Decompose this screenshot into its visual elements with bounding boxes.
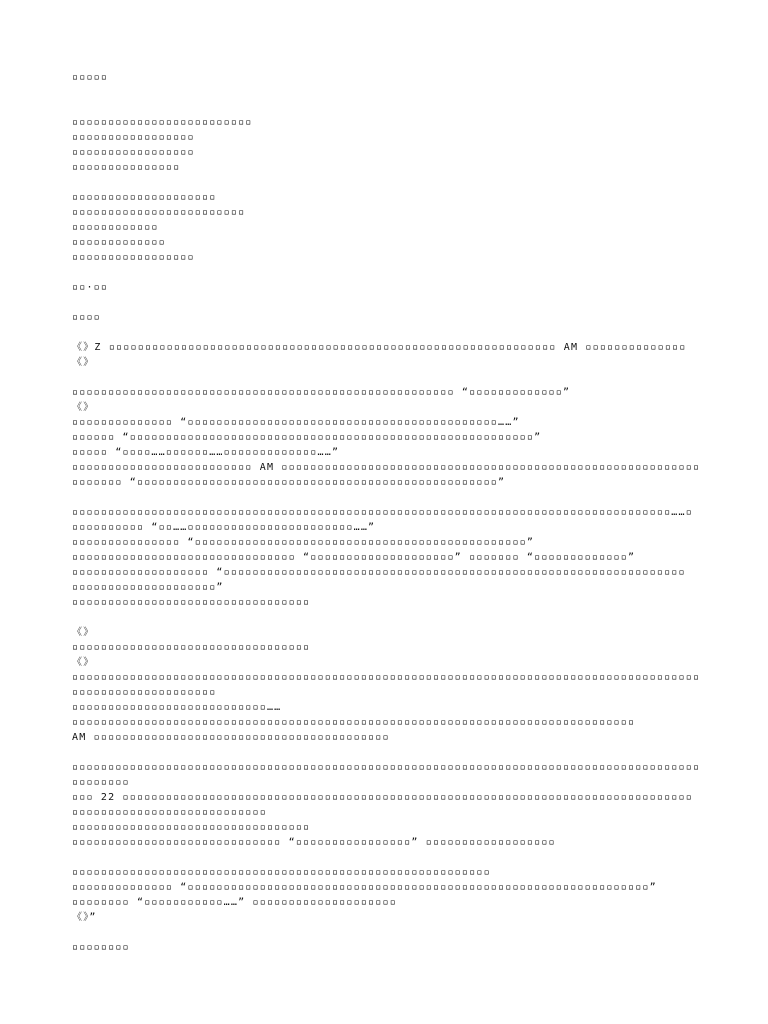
- paragraph-spacer: [72, 610, 708, 625]
- text-line: ▫▫▫▫▫ “▫▫▫▫……▫▫▫▫▫▫……▫▫▫▫▫▫▫▫▫▫▫▫▫……”: [72, 447, 340, 458]
- paragraph-spacer: [72, 490, 708, 505]
- text-line: ▫▫▫▫▫▫▫▫▫▫▫▫▫▫▫▫▫▫▫▫▫▫▫▫▫▫▫▫▫▫▫▫▫: [72, 822, 311, 833]
- text-line: ▫▫▫▫▫: [72, 72, 109, 83]
- text-line: ▫▫▫▫▫▫▫▫▫▫▫▫▫▫▫▫▫▫▫▫▫▫▫▫: [72, 207, 246, 218]
- text-line: ▫▫▫▫▫▫▫▫: [72, 942, 130, 953]
- text-line: ▫▫▫▫▫▫▫▫▫▫▫▫▫▫▫▫▫▫▫▫▫▫▫▫▫: [72, 117, 253, 128]
- text-line: ▫▫▫▫▫▫▫▫▫▫▫▫▫▫▫: [72, 162, 181, 173]
- text-line: ▫▫▫▫▫▫▫▫▫▫▫▫▫▫ “▫▫▫▫▫▫▫▫▫▫▫▫▫▫▫▫▫▫▫▫▫▫▫▫▫▫▫▫▫▫▫▫▫▫▫▫▫▫▫▫▫▫▫▫▫▫▫▫▫▫▫▫▫▫▫▫▫▫▫▫▫▫▫▫”: [72, 882, 657, 893]
- text-line: ▫▫▫▫▫▫▫▫▫▫▫▫▫▫▫▫▫▫▫▫▫▫▫▫▫▫▫▫▫▫▫▫▫▫▫▫▫▫▫▫▫▫▫▫▫▫▫▫▫▫▫▫▫▫▫▫▫▫▫▫▫▫▫▫▫▫▫▫▫▫▫▫▫▫▫▫▫▫▫▫▫▫▫▫▫▫▫: [72, 672, 701, 683]
- text-line: ▫▫▫▫▫▫▫▫▫▫▫▫▫▫▫▫▫▫▫▫▫▫▫▫▫▫▫▫▫▫▫▫▫: [72, 642, 311, 653]
- text-line: 《》Z ▫▫▫▫▫▫▫▫▫▫▫▫▫▫▫▫▫▫▫▫▫▫▫▫▫▫▫▫▫▫▫▫▫▫▫▫▫▫▫▫▫▫▫▫▫▫▫▫▫▫▫▫▫▫▫▫▫▫▫▫▫▫ AM ▫▫▫▫▫▫▫▫▫▫▫▫▫▫: [72, 342, 687, 353]
- document-page: [72, 70, 708, 955]
- text-line: ▫▫▫▫▫▫▫▫▫▫▫▫▫▫▫▫▫▫▫▫”: [72, 582, 224, 593]
- text-line: ▫▫▫▫▫▫▫▫▫▫▫▫▫▫▫▫▫▫▫▫▫▫▫▫▫▫▫: [72, 807, 267, 818]
- text-line: ▫▫▫▫▫▫▫▫▫▫▫▫▫▫▫▫▫▫▫▫▫▫▫▫▫▫▫▫▫▫▫ “▫▫▫▫▫▫▫▫▫▫▫▫▫▫▫▫▫▫▫▫” ▫▫▫▫▫▫▫ “▫▫▫▫▫▫▫▫▫▫▫▫▫”: [72, 552, 636, 563]
- text-line: ▫▫▫▫▫▫▫▫▫▫▫▫▫▫▫▫▫▫▫▫▫▫▫▫▫▫▫▫▫▫▫▫▫▫▫▫▫▫▫▫▫▫▫▫▫▫▫▫▫▫▫▫▫▫▫▫▫▫▫▫▫▫▫▫▫▫▫▫▫▫▫▫▫▫▫▫▫▫▫▫▫▫▫▫▫▫▫: [72, 762, 701, 773]
- paragraph-spacer: [72, 100, 708, 115]
- paragraph-spacer: [72, 325, 708, 340]
- text-line: ▫▫▫ 22 ▫▫▫▫▫▫▫▫▫▫▫▫▫▫▫▫▫▫▫▫▫▫▫▫▫▫▫▫▫▫▫▫▫▫▫▫▫▫▫▫▫▫▫▫▫▫▫▫▫▫▫▫▫▫▫▫▫▫▫▫▫▫▫▫▫▫▫▫▫▫▫▫▫▫▫▫▫▫▫: [72, 792, 693, 803]
- paragraph-spacer: [72, 850, 708, 865]
- text-line: ▫▫▫▫▫▫▫▫▫▫▫▫▫: [72, 237, 166, 248]
- paragraph-spacer: [72, 175, 708, 190]
- paragraph-spacer: [72, 265, 708, 280]
- text-line: ▫▫·▫▫: [72, 282, 109, 293]
- text-line: ▫▫▫▫▫▫▫▫▫▫▫▫▫▫▫▫▫: [72, 132, 195, 143]
- text-line: ▫▫▫▫▫▫▫▫▫▫▫▫▫▫▫▫▫▫▫ “▫▫▫▫▫▫▫▫▫▫▫▫▫▫▫▫▫▫▫▫▫▫▫▫▫▫▫▫▫▫▫▫▫▫▫▫▫▫▫▫▫▫▫▫▫▫▫▫▫▫▫▫▫▫▫▫▫▫▫▫▫▫▫▫: [72, 567, 686, 578]
- text-line: ▫▫▫▫▫▫▫▫: [72, 777, 130, 788]
- text-line: 《》: [72, 402, 95, 413]
- text-line: ▫▫▫▫▫▫▫▫▫▫▫▫▫▫▫▫▫▫▫▫▫▫▫▫▫▫▫▫▫▫▫▫▫: [72, 597, 311, 608]
- text-line: ▫▫▫▫▫▫▫▫▫▫▫▫: [72, 222, 159, 233]
- paragraph-spacer: [72, 295, 708, 310]
- text-line: ▫▫▫▫▫▫▫▫▫▫▫▫▫▫▫ “▫▫▫▫▫▫▫▫▫▫▫▫▫▫▫▫▫▫▫▫▫▫▫▫▫▫▫▫▫▫▫▫▫▫▫▫▫▫▫▫▫▫▫▫▫▫”: [72, 537, 535, 548]
- text-line: ▫▫▫▫▫▫▫▫▫▫▫▫▫▫▫▫▫▫▫▫: [72, 687, 217, 698]
- text-line: ▫▫▫▫▫▫▫▫▫▫▫▫▫▫▫▫▫: [72, 252, 195, 263]
- text-line: ▫▫▫▫▫▫▫▫▫▫▫▫▫▫▫▫▫▫▫▫▫▫▫▫▫▫▫▫▫▫▫▫▫▫▫▫▫▫▫▫▫▫▫▫▫▫▫▫▫▫▫▫▫▫▫▫▫▫: [72, 867, 491, 878]
- text-line: ▫▫▫▫▫▫▫▫▫▫▫▫▫▫ “▫▫▫▫▫▫▫▫▫▫▫▫▫▫▫▫▫▫▫▫▫▫▫▫▫▫▫▫▫▫▫▫▫▫▫▫▫▫▫▫▫▫▫……”: [72, 417, 520, 428]
- text-line: AM ▫▫▫▫▫▫▫▫▫▫▫▫▫▫▫▫▫▫▫▫▫▫▫▫▫▫▫▫▫▫▫▫▫▫▫▫▫▫▫▫▫: [72, 732, 390, 743]
- text-line: ▫▫▫▫▫▫▫▫▫▫▫▫▫▫▫▫▫▫▫▫▫▫▫▫▫▫▫▫▫▫▫▫▫▫▫▫▫▫▫▫▫▫▫▫▫▫▫▫▫▫▫▫▫ “▫▫▫▫▫▫▫▫▫▫▫▫▫”: [72, 387, 571, 398]
- text-line: ▫▫▫▫▫▫▫▫▫▫▫▫▫▫▫▫▫▫▫▫: [72, 192, 217, 203]
- text-line: ▫▫▫▫▫▫▫▫▫▫▫▫▫▫▫▫▫: [72, 147, 195, 158]
- text-line: ▫▫▫▫: [72, 312, 101, 323]
- text-line: ▫▫▫▫▫▫▫▫▫▫▫▫▫▫▫▫▫▫▫▫▫▫▫▫▫▫▫……: [72, 702, 282, 713]
- paragraph-spacer: [72, 925, 708, 940]
- paragraph-spacer: [72, 85, 708, 100]
- text-line: ▫▫▫▫▫▫▫▫▫▫▫▫▫▫▫▫▫▫▫▫▫▫▫▫▫▫▫▫▫ “▫▫▫▫▫▫▫▫▫▫▫▫▫▫▫▫” ▫▫▫▫▫▫▫▫▫▫▫▫▫▫▫▫▫▫: [72, 837, 556, 848]
- text-line: ▫▫▫▫▫▫ “▫▫▫▫▫▫▫▫▫▫▫▫▫▫▫▫▫▫▫▫▫▫▫▫▫▫▫▫▫▫▫▫▫▫▫▫▫▫▫▫▫▫▫▫▫▫▫▫▫▫▫▫▫▫▫▫”: [72, 432, 542, 443]
- text-line: 《》”: [72, 912, 97, 923]
- text-line: ▫▫▫▫▫▫▫▫▫▫▫▫▫▫▫▫▫▫▫▫▫▫▫▫▫▫▫▫▫▫▫▫▫▫▫▫▫▫▫▫▫▫▫▫▫▫▫▫▫▫▫▫▫▫▫▫▫▫▫▫▫▫▫▫▫▫▫▫▫▫▫▫▫▫▫▫▫▫▫▫▫▫▫……▫: [72, 507, 693, 518]
- text-line: ▫▫▫▫▫▫▫▫ “▫▫▫▫▫▫▫▫▫▫▫……” ▫▫▫▫▫▫▫▫▫▫▫▫▫▫▫▫▫▫▫▫: [72, 897, 397, 908]
- text-line: 《》: [72, 657, 95, 668]
- text-line: ▫▫▫▫▫▫▫ “▫▫▫▫▫▫▫▫▫▫▫▫▫▫▫▫▫▫▫▫▫▫▫▫▫▫▫▫▫▫▫▫▫▫▫▫▫▫▫▫▫▫▫▫▫▫▫▫▫▫”: [72, 477, 506, 488]
- text-line: 《》: [72, 357, 95, 368]
- text-line: ▫▫▫▫▫▫▫▫▫▫ “▫▫……▫▫▫▫▫▫▫▫▫▫▫▫▫▫▫▫▫▫▫▫▫▫▫……”: [72, 522, 376, 533]
- paragraph-spacer: [72, 370, 708, 385]
- text-line: ▫▫▫▫▫▫▫▫▫▫▫▫▫▫▫▫▫▫▫▫▫▫▫▫▫▫▫▫▫▫▫▫▫▫▫▫▫▫▫▫▫▫▫▫▫▫▫▫▫▫▫▫▫▫▫▫▫▫▫▫▫▫▫▫▫▫▫▫▫▫▫▫▫▫▫▫▫▫: [72, 717, 636, 728]
- paragraph-spacer: [72, 745, 708, 760]
- text-line: 《》: [72, 627, 95, 638]
- text-line: ▫▫▫▫▫▫▫▫▫▫▫▫▫▫▫▫▫▫▫▫▫▫▫▫▫ AM ▫▫▫▫▫▫▫▫▫▫▫▫▫▫▫▫▫▫▫▫▫▫▫▫▫▫▫▫▫▫▫▫▫▫▫▫▫▫▫▫▫▫▫▫▫▫▫▫▫▫▫▫▫▫▫▫▫▫: [72, 462, 701, 473]
